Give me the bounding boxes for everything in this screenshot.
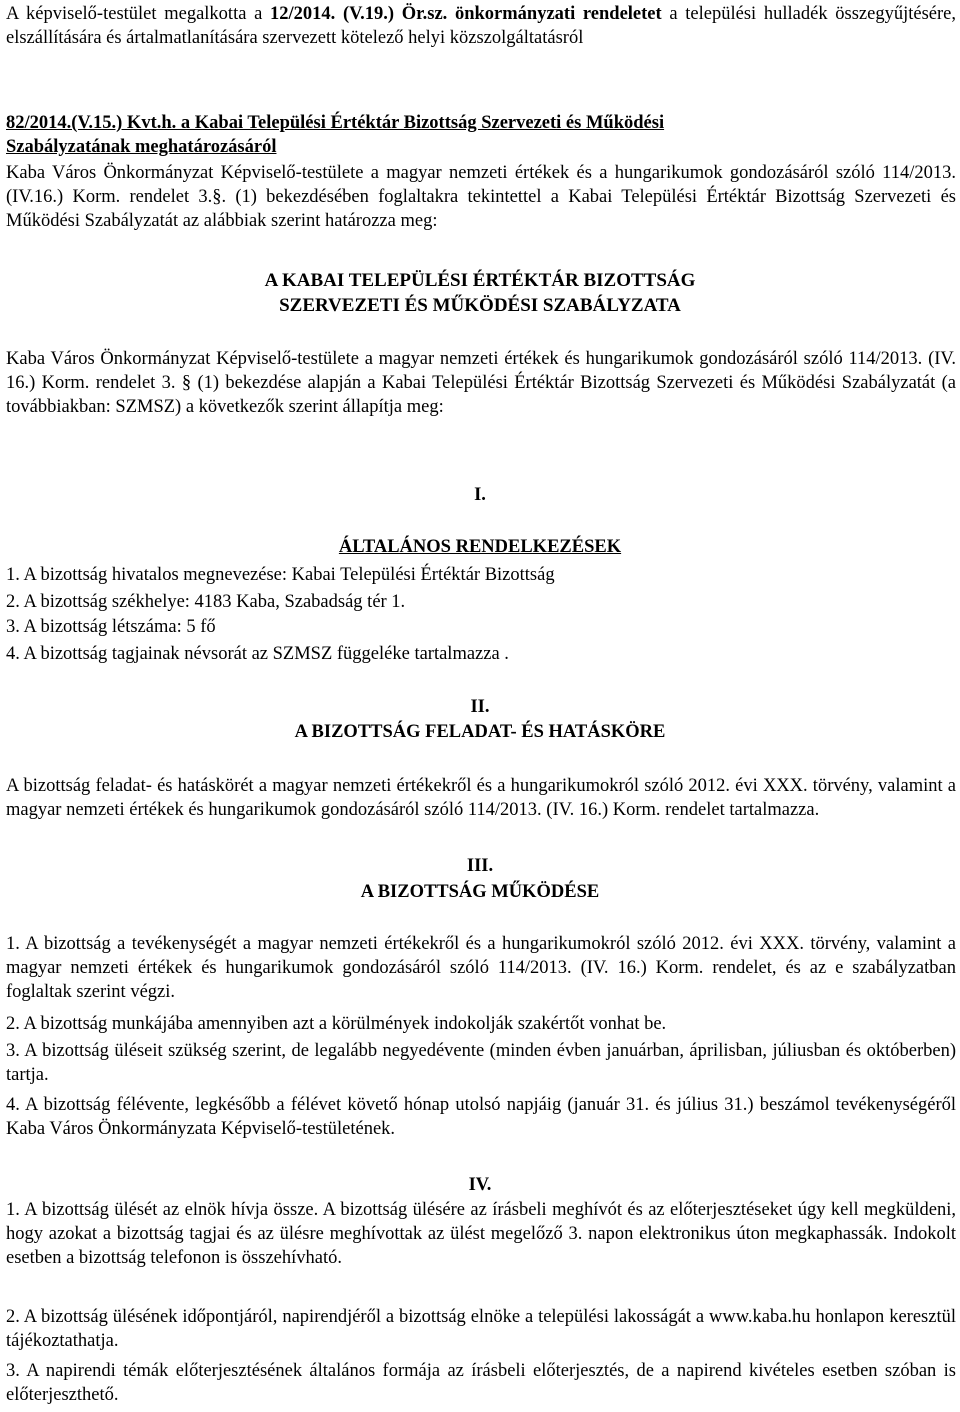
resolution-title-line2: Szabályzatának meghatározásáról [6, 137, 277, 157]
intro-bold-reference: 12/2014. (V.19.) Ör.sz. önkormányzati rendeletet [270, 4, 662, 24]
resolution-title-line1: 82/2014.(V.15.) Kvt.h. a Kabai Települési Értéktár Bizottság Szervezeti és Működési [6, 113, 665, 133]
section2-heading: A BIZOTTSÁG FELADAT- ÉS HATÁSKÖRE [294, 722, 666, 742]
section2-body: A bizottság feladat- és hatáskörét a magyar nemzeti értékekről és a hungarikumokról szóló 2012. évi XXX. törvény, valamint a magyar nemzeti értékek és hungarikumok gondozásáról szóló 114/2013. (IV. 16.) Korm. rendelet tartalmazza. [6, 776, 956, 820]
intro-paragraph [6, 2, 956, 50]
section2-number: II. [470, 697, 490, 717]
intro-rest: a települési hulladék összegyűjtésére, elszállítására és ártalmatlanítására szervezett kötelező helyi közszolgáltatásról [6, 4, 956, 48]
section3-number: III. [466, 856, 494, 876]
section3-item: 3. A bizottság üléseit szükség szerint, de legalább negyedévente (minden évben januárban, áprilisban, júliusban és októberben) tartja. [6, 1041, 956, 1085]
document-title-line2: SZERVEZETI ÉS MŰKÖDÉSI SZABÁLYZATA [279, 295, 681, 316]
section4-item: 1. A bizottság ülését az elnök hívja össze. A bizottság ülésére az írásbeli meghívót és az előterjesztéseket úgy kell megküldeni, hogy azokat a bizottság tagjai és az ülésre meghívottak az ülést megelőző 3. napon elektronikus úton megkaphassák. Indokolt esetben a bizottság telefonon is összehívható. [6, 1200, 956, 1268]
section3-heading: A BIZOTTSÁG MŰKÖDÉSE [360, 882, 600, 902]
resolution-body: Kaba Város Önkormányzat Képviselő-testülete a magyar nemzeti értékek és a hungarikumok gondozásáról szóló 114/2013. (IV.16.) Korm. rendelet 3.§. (1) bekezdésében foglaltakra tekintettel a Kabai Települési Értéktár Bizottság Szervezeti és Működési Szabályzatát az alábbiak szerint határozza meg: [6, 163, 956, 231]
section3-item: 1. A bizottság a tevékenységét a magyar nemzeti értékekről és a hungarikumokról szóló 2012. évi XXX. törvény, valamint a magyar nemzeti értékek és hungarikumok gondozásáról szóló 114/2013. (IV. 16.) Korm. rendelet, és az e szabályzatban foglaltak szerint végzi. [6, 934, 956, 1002]
section1-item: 2. A bizottság székhelye: 4183 Kaba, Szabadság tér 1. [6, 592, 406, 612]
section3-item: 2. A bizottság munkájába amennyiben azt a körülmények indokolják szakértőt vonhat be. [6, 1014, 667, 1034]
section1-heading: ÁLTALÁNOS RENDELKEZÉSEK [338, 537, 622, 557]
section4-number: IV. [468, 1175, 492, 1195]
preamble-paragraph: Kaba Város Önkormányzat Képviselő-testülete a magyar nemzeti értékek és hungarikumok gondozásáról szóló 114/2013. (IV. 16.) Korm. rendelet 3. § (1) bekezdése alapján a Kabai Települési Értéktár Bizottság Szervezeti és Működési Szabályzatát (a továbbiakban: SZMSZ) a következők szerint állapítja meg: [6, 349, 956, 417]
section1-number: I. [474, 485, 486, 505]
intro-prefix: A képviselő-testület megalkotta a [6, 4, 271, 24]
section1-item: 1. A bizottság hivatalos megnevezése: Kabai Települési Értéktár Bizottság [6, 565, 555, 585]
document-title-line1: A KABAI TELEPÜLÉSI ÉRTÉKTÁR BIZOTTSÁG [264, 270, 696, 291]
section1-item: 3. A bizottság létszáma: 5 fő [6, 617, 216, 637]
section4-item: 3. A napirendi témák előterjesztésének általános formája az írásbeli előterjesztés, de a napirend kivételes esetben szóban is előterjeszthető. [6, 1361, 956, 1405]
resolution-title [6, 111, 956, 159]
section4-item: 2. A bizottság ülésének időpontjáról, napirendjéről a bizottság elnöke a települési lakosságát a www.kaba.hu honlapon keresztül tájékoztathatja. [6, 1307, 956, 1351]
section1-item: 4. A bizottság tagjainak névsorát az SZMSZ függeléke tartalmazza . [6, 644, 509, 664]
document-title [0, 268, 960, 318]
section3-item: 4. A bizottság félévente, legkésőbb a félévet követő hónap utolsó napjáig (január 31. és július 31.) beszámol tevékenységéről Kaba Város Önkormányzata Képviselő-testületének. [6, 1095, 956, 1139]
